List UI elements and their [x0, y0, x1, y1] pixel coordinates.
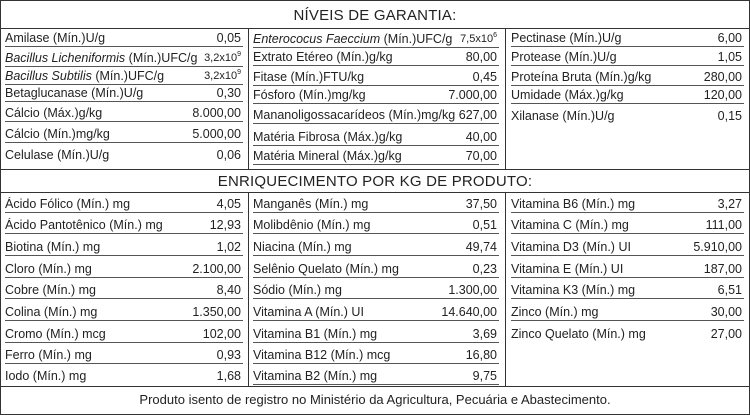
- spec-value: [217, 197, 243, 212]
- spec-value: [704, 70, 744, 85]
- spec-value-number: 5.910,00: [693, 240, 742, 254]
- spec-value-number: 0,23: [472, 262, 497, 276]
- spec-value: [693, 240, 744, 255]
- spec-value-number: 6,51: [717, 283, 742, 297]
- spec-value-number: 2.100,00: [192, 262, 241, 276]
- spec-value-number: 30,00: [710, 305, 742, 319]
- spec-value-number: 102,00: [202, 327, 241, 341]
- spec-value: [210, 218, 243, 233]
- spec-value-number: 111,00: [705, 218, 742, 232]
- spec-label: Matéria Fibrosa (Máx.)g/kg: [253, 130, 403, 144]
- spec-value: [204, 50, 243, 66]
- spec-label: Ácido Pantotênico (Mín.) mg: [5, 218, 163, 232]
- spec-value-number: 0,15: [717, 109, 742, 123]
- spec-label: Fitase (Mín.)FTU/kg: [253, 70, 365, 84]
- spec-value-number: 1.300,00: [448, 283, 497, 297]
- spec-value-number: 1,05: [717, 50, 742, 64]
- spec-row: [253, 240, 499, 256]
- spec-label: Extrato Etéreo (Mín.)g/kg: [253, 50, 393, 64]
- spec-row: [511, 305, 744, 321]
- spec-label: Ácido Fólico (Mín.) mg: [5, 197, 131, 211]
- spec-value-number: 4,05: [216, 197, 241, 211]
- spec-label-unit: (Mín.)UFC/g: [125, 51, 198, 65]
- spec-label: Vitamina D3 (Mín.) UI: [511, 240, 631, 254]
- spec-label: Molibdênio (Mín.) mg: [253, 218, 371, 232]
- spec-row: [5, 86, 243, 102]
- spec-value-number: 14.640,00: [441, 305, 497, 319]
- spec-label: Betaglucanase (Mín.)U/g: [5, 86, 144, 100]
- spec-row: [5, 148, 243, 163]
- spec-value-number: 27,00: [710, 327, 742, 341]
- spec-value: [718, 197, 744, 212]
- spec-label: Ferro (Mín.) mg: [5, 348, 92, 362]
- spec-row: [5, 50, 243, 67]
- spec-label: Colina (Mín.) mg: [5, 305, 98, 319]
- spec-value-number: 187,00: [703, 262, 742, 276]
- spec-value-number: 16,80: [465, 348, 497, 362]
- spec-value-number: 3,2x10: [204, 70, 238, 82]
- spec-row: [5, 31, 243, 47]
- spec-value-number: 6,00: [717, 31, 742, 45]
- spec-value: [706, 218, 744, 233]
- spec-row: [511, 218, 744, 234]
- spec-value: [217, 148, 243, 163]
- spec-label: Xilanase (Mín.)U/g: [511, 109, 615, 123]
- spec-value-number: 40,00: [465, 130, 497, 144]
- spec-label: Vitamina B2 (Mín.) mg: [253, 369, 378, 383]
- spec-value: [466, 348, 499, 363]
- spec-value: [466, 197, 499, 212]
- spec-label: Protease (Mín.)U/g: [511, 50, 617, 64]
- spec-row: [5, 369, 243, 384]
- spec-label: Mananoligossacarídeos (Mín.)mg/kg: [253, 108, 456, 122]
- spec-value: [217, 86, 243, 101]
- spec-label: [5, 51, 197, 66]
- spec-value-number: 280,00: [703, 70, 742, 84]
- section-title-enrichment: ENRIQUECIMENTO POR KG DE PRODUTO:: [217, 173, 533, 190]
- spec-value: [448, 283, 499, 298]
- spec-label: Vitamina E (Mín.) UI: [511, 262, 624, 276]
- spec-value-number: 1.350,00: [192, 305, 241, 319]
- spec-label: Selênio Quelato (Mín.) mg: [253, 262, 399, 276]
- spec-row: [511, 88, 744, 104]
- spec-label: Matéria Mineral (Máx.)g/kg: [253, 149, 402, 163]
- spec-value-number: 8.000,00: [192, 106, 241, 120]
- spec-row: [253, 31, 499, 48]
- spec-row: [5, 68, 243, 85]
- spec-label: Biotina (Mín.) mg: [5, 240, 101, 254]
- spec-label: [5, 69, 164, 84]
- spec-value-number: 3,69: [472, 327, 497, 341]
- spec-value: [704, 262, 744, 277]
- spec-label: Zinco (Mín.) mg: [511, 305, 599, 319]
- spec-value-number: 120,00: [703, 88, 742, 102]
- spec-row: [511, 50, 744, 66]
- spec-value: [217, 31, 243, 46]
- spec-label: Pectinase (Mín.)U/g: [511, 31, 622, 45]
- spec-row: [253, 50, 499, 66]
- spec-value: [466, 149, 499, 164]
- spec-value: [704, 88, 744, 103]
- spec-row: [511, 327, 744, 342]
- spec-value: [192, 262, 243, 277]
- spec-label: Zinco Quelato (Mín.) mg: [511, 327, 646, 341]
- spec-label: Cromo (Mín.) mcg: [5, 327, 106, 341]
- spec-row: [511, 31, 744, 47]
- spec-row: [253, 305, 499, 321]
- spec-value: [192, 106, 243, 121]
- spec-value-number: 0,30: [216, 86, 241, 100]
- spec-row: [253, 149, 499, 165]
- spec-row: [253, 108, 499, 124]
- spec-value-number: 627,00: [458, 108, 497, 122]
- spec-label: Niacina (Mín.) mg: [253, 240, 352, 254]
- spec-value-number: 80,00: [465, 50, 497, 64]
- spec-value: [192, 305, 243, 320]
- spec-value-exponent: 9: [237, 68, 241, 76]
- section-title-guarantee: NÍVEIS DE GARANTIA:: [293, 7, 457, 24]
- spec-value: [441, 305, 499, 320]
- spec-value: [466, 240, 499, 255]
- spec-label: Vitamina C (Mín.) mg: [511, 218, 629, 232]
- spec-row: [511, 262, 744, 278]
- spec-value-number: 0,05: [216, 31, 241, 45]
- spec-value: [473, 369, 499, 384]
- spec-value: [459, 108, 499, 123]
- spec-value: [217, 369, 243, 384]
- spec-row: [5, 240, 243, 256]
- spec-label: Cobre (Mín.) mg: [5, 283, 96, 297]
- spec-row: [253, 130, 499, 146]
- spec-value-number: 0,45: [472, 70, 497, 84]
- spec-value-number: 3,2x10: [204, 52, 238, 64]
- spec-row: [5, 327, 243, 343]
- spec-label-species: Enterococus Faeccium: [253, 32, 381, 46]
- col-divider-1a: [248, 28, 249, 169]
- spec-value-number: 1,68: [216, 369, 241, 383]
- spec-label: Manganês (Mín.) mg: [253, 197, 369, 211]
- spec-value-number: 12,93: [209, 218, 241, 232]
- spec-value: [448, 88, 499, 103]
- col-divider-1b: [248, 192, 249, 386]
- spec-value: [711, 327, 744, 342]
- spec-row: [253, 197, 499, 213]
- spec-value-number: 8,40: [216, 283, 241, 297]
- spec-value: [203, 327, 243, 342]
- spec-label: Cálcio (Mín.)mg/kg: [5, 127, 110, 141]
- spec-row: [253, 70, 499, 86]
- spec-row: [253, 88, 499, 104]
- spec-row: [253, 369, 499, 385]
- spec-row: [511, 197, 744, 213]
- spec-label: Sódio (Mín.) mg: [253, 283, 342, 297]
- spec-label: [253, 32, 452, 47]
- spec-row: [253, 327, 499, 343]
- spec-label: Vitamina B6 (Mín.) mg: [511, 197, 636, 211]
- spec-label: Vitamina A (Mín.) UI: [253, 305, 364, 319]
- spec-value-number: 7.000,00: [448, 88, 497, 102]
- spec-value: [473, 262, 499, 277]
- spec-label: Celulase (Mín.)U/g: [5, 148, 110, 162]
- spec-label: Fósforo (Mín.)mg/kg: [253, 88, 366, 102]
- spec-value-number: 0,93: [216, 348, 241, 362]
- spec-value-number: 3,27: [717, 197, 742, 211]
- spec-value-number: 9,75: [472, 369, 497, 383]
- divider-mid-top: [1, 169, 749, 170]
- spec-row: [511, 70, 744, 86]
- spec-row: [253, 348, 499, 364]
- col-divider-2b: [505, 192, 506, 386]
- spec-value: [217, 283, 243, 298]
- spec-row: [5, 283, 243, 299]
- spec-row: [253, 283, 499, 299]
- spec-label: Vitamina B1 (Mín.) mg: [253, 327, 378, 341]
- spec-row: [253, 262, 499, 278]
- spec-value: [718, 50, 744, 65]
- divider-mid-bottom: [1, 192, 749, 193]
- spec-value: [718, 31, 744, 46]
- spec-value: [204, 68, 243, 84]
- spec-value: [473, 70, 499, 85]
- spec-value-number: 37,50: [465, 197, 497, 211]
- spec-row: [5, 127, 243, 143]
- spec-value-number: 0,51: [472, 218, 497, 232]
- spec-value-exponent: 9: [237, 50, 241, 58]
- spec-value-number: 1,02: [216, 240, 241, 254]
- spec-value: [217, 240, 243, 255]
- spec-label: Umidade (Máx.)g/kg: [511, 88, 624, 102]
- spec-value: [718, 283, 744, 298]
- spec-row: [5, 106, 243, 122]
- spec-value-number: 5.000,00: [192, 127, 241, 141]
- spec-value: [711, 305, 744, 320]
- spec-label: Proteína Bruta (Mín.)g/kg: [511, 70, 652, 84]
- col-divider-2a: [505, 28, 506, 169]
- spec-value-number: 7,5x10: [460, 33, 494, 45]
- spec-value: [460, 31, 499, 47]
- divider-bottom: [1, 386, 749, 387]
- spec-value: [192, 127, 243, 142]
- spec-value-number: 0,06: [216, 148, 241, 162]
- spec-label: Cálcio (Máx.)g/kg: [5, 106, 103, 120]
- spec-row: [511, 283, 744, 299]
- footer-note: Produto isento de registro no Ministério da Agricultura, Pecuária e Abastecimento.: [139, 392, 611, 407]
- spec-row: [5, 197, 243, 213]
- spec-row: [511, 109, 744, 124]
- spec-value-number: 49,74: [465, 240, 497, 254]
- spec-label-species: Bacillus Subtilis: [5, 69, 92, 83]
- spec-row: [5, 348, 243, 364]
- divider-top: [1, 28, 749, 29]
- spec-label: Cloro (Mín.) mg: [5, 262, 92, 276]
- spec-row: [5, 305, 243, 321]
- spec-label: Amilase (Mín.)U/g: [5, 31, 106, 45]
- spec-value: [473, 327, 499, 342]
- spec-value: [466, 50, 499, 65]
- spec-value-exponent: 6: [493, 31, 497, 39]
- spec-value: [466, 130, 499, 145]
- spec-row: [5, 262, 243, 278]
- spec-value-number: 70,00: [465, 149, 497, 163]
- spec-row: [511, 240, 744, 256]
- spec-row: [5, 218, 243, 234]
- spec-label-unit: (Mín.)UFC/g: [91, 69, 165, 83]
- spec-label: Vitamina B12 (Mín.) mcg: [253, 348, 391, 362]
- spec-row: [253, 218, 499, 234]
- spec-label: Iodo (Mín.) mg: [5, 369, 87, 383]
- spec-value: [718, 109, 744, 124]
- spec-value: [473, 218, 499, 233]
- spec-value: [217, 348, 243, 363]
- spec-label-species: Bacillus Licheniformis: [5, 51, 126, 65]
- spec-label: Vitamina K3 (Mín.) mg: [511, 283, 636, 297]
- spec-label-unit: (Mín.)UFC/g: [380, 32, 453, 46]
